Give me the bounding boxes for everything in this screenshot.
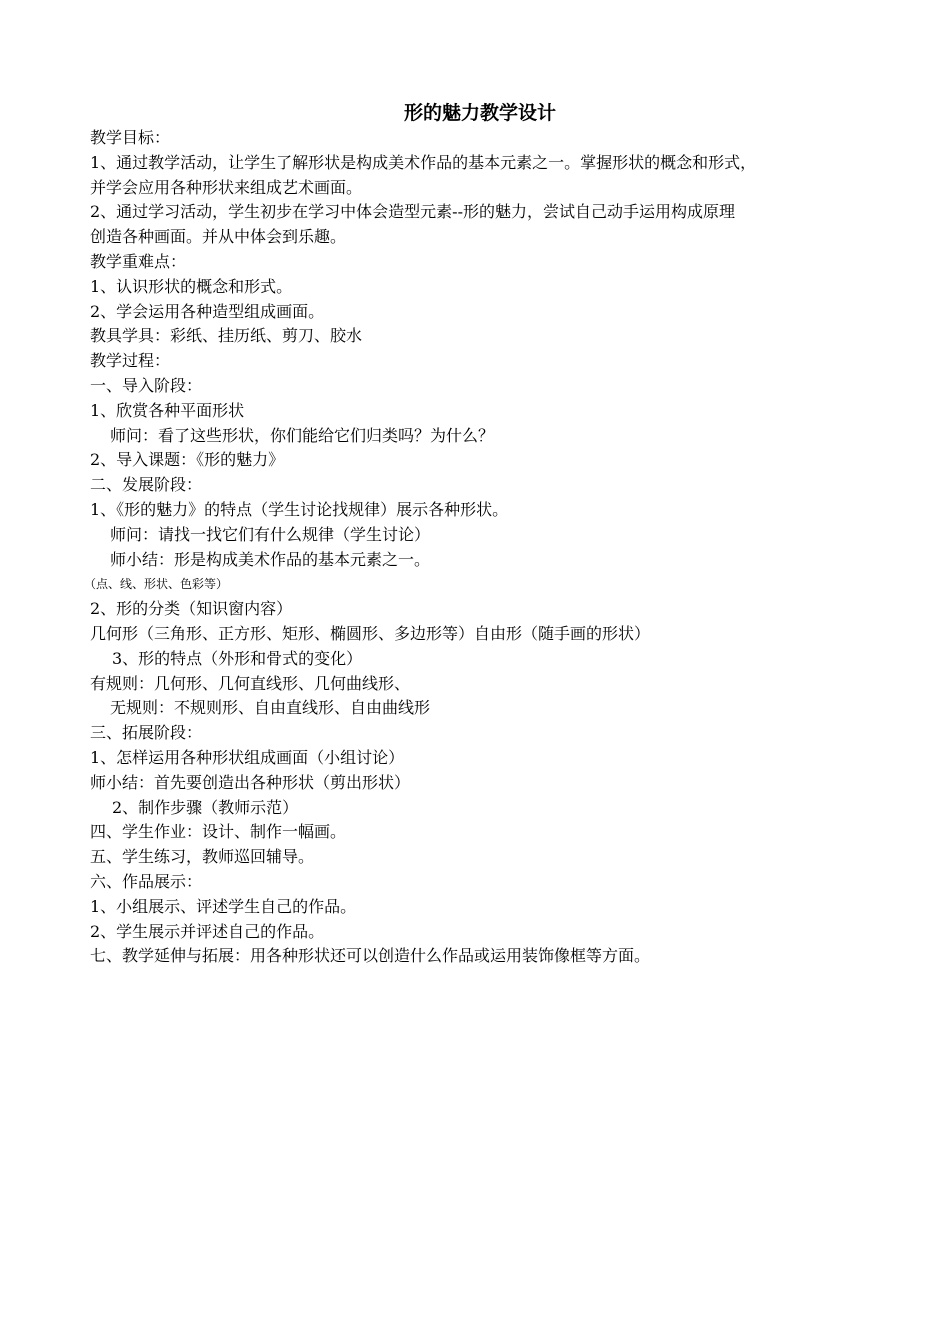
document-line: 2、学生展示并评述自己的作品。 bbox=[90, 921, 325, 941]
document-line: 1、通过教学活动，让学生了解形状是构成美术作品的基本元素之一。掌握形状的概念和形式， bbox=[90, 152, 757, 172]
document-line: 2、制作步骤（教师示范） bbox=[112, 797, 299, 817]
document-line: 三、拓展阶段： bbox=[90, 723, 203, 743]
document-line: 1、《形的魅力》的特点（学生讨论找规律）展示各种形状。 bbox=[90, 499, 509, 519]
document-line: 七、教学延伸与拓展：用各种形状还可以创造什么作品或运用装饰像框等方面。 bbox=[90, 946, 651, 966]
document-title: 形的魅力教学设计 bbox=[403, 102, 556, 124]
document-line: 师问：看了这些形状，你们能给它们归类吗？为什么？ bbox=[110, 425, 495, 445]
document-line: 1、小组展示、评述学生自己的作品。 bbox=[90, 896, 357, 916]
document-line: 2、通过学习活动，学生初步在学习中体会造型元素--形的魅力，尝试自己动手运用构成原理 bbox=[90, 202, 735, 222]
document-line: 几何形（三角形、正方形、矩形、椭圆形、多边形等）自由形（随手画的形状） bbox=[90, 623, 651, 643]
document-line: 师小结：形是构成美术作品的基本元素之一。 bbox=[110, 549, 431, 569]
document-line: 四、学生作业：设计、制作一幅画。 bbox=[90, 822, 347, 842]
document-line: 师小结：首先要创造出各种形状（剪出形状） bbox=[90, 772, 411, 792]
document-line: 师问：请找一找它们有什么规律（学生讨论） bbox=[110, 524, 431, 544]
document-line: 一、导入阶段： bbox=[90, 375, 203, 395]
document-line: 3、形的特点（外形和骨式的变化） bbox=[112, 648, 363, 668]
document-line: 五、学生练习，教师巡回辅导。 bbox=[90, 847, 315, 867]
document-line: 1、怎样运用各种形状组成画面（小组讨论） bbox=[90, 747, 405, 767]
document-line: 2、形的分类（知识窗内容） bbox=[90, 599, 293, 619]
document-line: 无规则：不规则形、自由直线形、自由曲线形 bbox=[110, 698, 431, 718]
document-line: 1、欣赏各种平面形状 bbox=[90, 400, 245, 420]
document-line: 并学会应用各种形状来组成艺术画面。 bbox=[90, 177, 363, 197]
document-line: 2、导入课题：《形的魅力》 bbox=[90, 450, 285, 470]
document-body bbox=[84, 126, 870, 969]
document-line: 教学过程： bbox=[90, 351, 171, 371]
document-line: 2、学会运用各种造型组成画面。 bbox=[90, 301, 325, 321]
document-line: 教学重难点： bbox=[90, 251, 187, 271]
document-line: 二、发展阶段： bbox=[90, 475, 203, 495]
document-line: 1、认识形状的概念和形式。 bbox=[90, 276, 293, 296]
document-line: 有规则：几何形、几何直线形、几何曲线形、 bbox=[90, 673, 411, 693]
document-line: 教具学具：彩纸、挂历纸、剪刀、胶水 bbox=[90, 326, 363, 346]
document-line: 六、作品展示： bbox=[90, 871, 203, 891]
document-line: 创造各种画面。并从中体会到乐趣。 bbox=[90, 227, 347, 247]
document-line: 教学目标： bbox=[90, 128, 171, 147]
document-page bbox=[84, 100, 870, 969]
document-line: （点、线、形状、色彩等） bbox=[84, 577, 229, 592]
